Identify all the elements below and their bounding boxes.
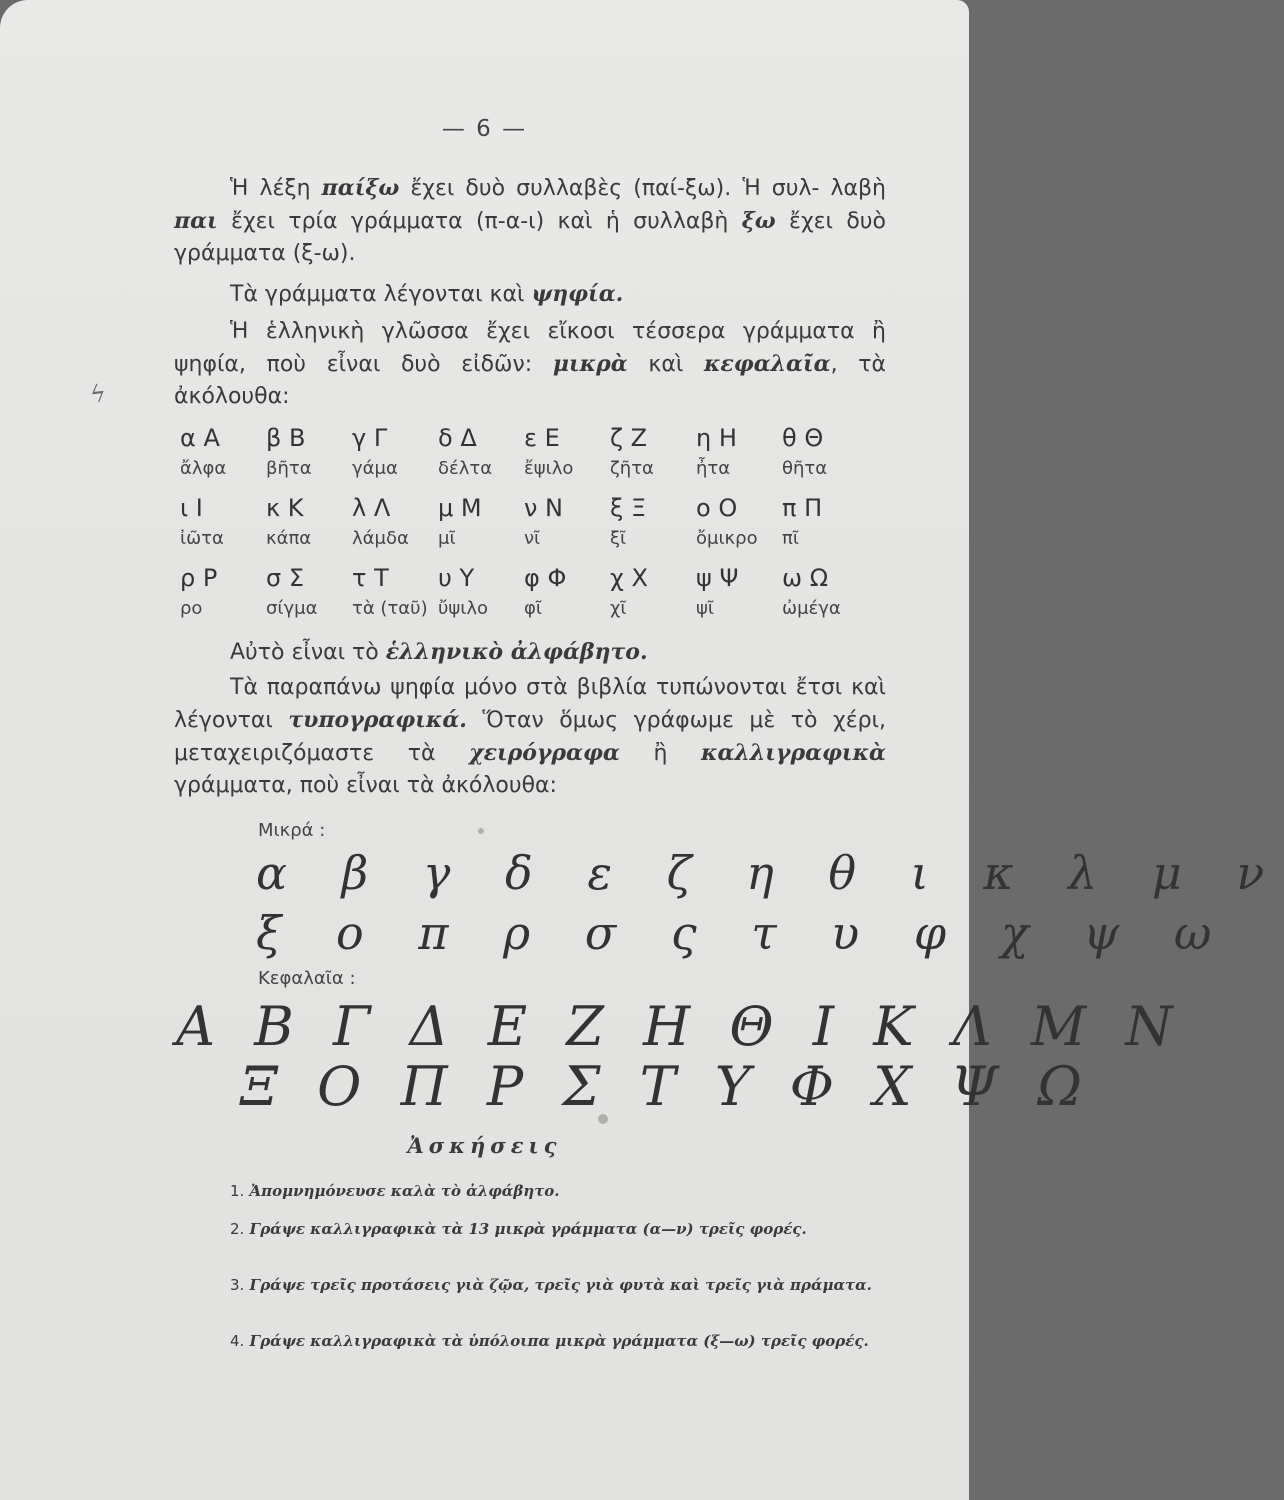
- letter-name: ὔψιλο: [438, 598, 489, 619]
- alphabet-cell: [610, 564, 706, 619]
- letter-name: ζῆτα: [610, 458, 654, 479]
- alphabet-cell: [610, 494, 706, 549]
- letter-name: πῖ: [782, 528, 799, 549]
- exercise-number: 4.: [230, 1332, 245, 1350]
- letter-name: χῖ: [610, 598, 627, 619]
- letter-glyph: δ Δ: [438, 424, 477, 452]
- letter-glyph: κ Κ: [266, 494, 304, 522]
- letter-glyph: ε Ε: [524, 424, 560, 452]
- alphabet-cell: [180, 494, 276, 549]
- letter-name: ὠμέγα: [782, 598, 841, 619]
- alphabet-cell: [352, 424, 448, 479]
- calligraphy-caps-line-1: Α Β Γ Δ Ε Ζ Η Θ Ι Κ Λ Μ Ν: [176, 995, 1184, 1058]
- letter-glyph: η Η: [696, 424, 737, 452]
- text: καὶ: [627, 352, 704, 377]
- text: Ἡ λέξη: [230, 176, 322, 201]
- letter-glyph: τ Τ: [352, 564, 389, 592]
- alphabet-cell: [524, 424, 620, 479]
- alphabet-cell: [266, 424, 362, 479]
- text: , τὰ ἀκόλουθα:: [174, 352, 886, 409]
- exercise-number: 3.: [230, 1276, 245, 1294]
- alphabet-cell: [696, 564, 792, 619]
- calligraphy-small-line-1: α β γ δ ε ζ η θ ι κ λ μ ν: [256, 846, 1284, 900]
- paragraph-greek-alphabet: [230, 636, 890, 669]
- alphabet-cell: [266, 564, 362, 619]
- text: γράμματα, ποὺ εἶναι τὰ ἀκόλουθα:: [174, 773, 557, 798]
- text: Τὰ παραπάνω ψηφία μόνο στὰ βιβλία τυπώνονται ἔτσι καὶ λέγονται: [174, 675, 886, 733]
- exercise-text: Γράψε καλλιγραφικὰ τὰ ὑπόλοιπα μικρὰ γράμματα (ξ—ω) τρεῖς φορές.: [249, 1332, 869, 1350]
- paragraph-letters-digits: [230, 278, 890, 311]
- letter-name: γάμα: [352, 458, 398, 479]
- alphabet-cell: [782, 564, 878, 619]
- exercise-item: [174, 1270, 886, 1300]
- alphabet-cell: [352, 564, 448, 619]
- italic-word: ἑλληνικὸ ἀλφάβητο.: [385, 639, 648, 665]
- letter-name: ψῖ: [696, 598, 714, 619]
- small-letters-label: Μικρά :: [258, 820, 326, 841]
- alphabet-cell: [352, 494, 448, 549]
- text: Ἡ ἑλληνικὴ γλῶσσα ἔχει εἴκοσι τέσσερα γράμματα ἢ ψηφία, ποὺ εἶναι δυὸ εἰδῶν:: [174, 319, 886, 377]
- alphabet-cell: [180, 424, 276, 479]
- letter-name: σίγμα: [266, 598, 318, 619]
- italic-word: τυπογραφικά.: [288, 707, 467, 733]
- letter-glyph: ξ Ξ: [610, 494, 647, 522]
- letter-name: ἦτα: [696, 458, 731, 479]
- alphabet-cell: [524, 564, 620, 619]
- letter-name: λάμδα: [352, 528, 409, 549]
- ink-smudge: [598, 1114, 608, 1124]
- letter-glyph: ω Ω: [782, 564, 829, 592]
- letter-name: φῖ: [524, 598, 542, 619]
- italic-word: χειρόγραφα: [469, 740, 620, 766]
- italic-word: ξω: [741, 208, 776, 234]
- letter-glyph: α Α: [180, 424, 220, 452]
- letter-glyph: ρ Ρ: [180, 564, 218, 592]
- letter-glyph: β Β: [266, 424, 306, 452]
- italic-word: παίξω: [321, 175, 400, 201]
- alphabet-cell: [180, 564, 276, 619]
- alphabet-cell: [782, 494, 878, 549]
- exercise-item: [174, 1326, 886, 1356]
- page-number: — 6 —: [441, 116, 528, 142]
- letter-name: ἄλφα: [180, 458, 227, 479]
- alphabet-cell: [696, 424, 792, 479]
- letter-glyph: φ Φ: [524, 564, 567, 592]
- text: Τὰ γράμματα λέγονται καὶ: [230, 282, 532, 307]
- letter-name: θῆτα: [782, 458, 828, 479]
- exercise-item: [174, 1176, 886, 1206]
- letter-name: δέλτα: [438, 458, 493, 479]
- alphabet-cell: [438, 564, 534, 619]
- letter-name: ἔψιλο: [524, 458, 574, 479]
- letter-name: ξῖ: [610, 528, 627, 549]
- exercises-heading: Ἀσκήσεις: [407, 1133, 562, 1158]
- alphabet-cell: [696, 494, 792, 549]
- alphabet-cell: [524, 494, 620, 549]
- exercise-item: [174, 1214, 886, 1244]
- letter-glyph: λ Λ: [352, 494, 391, 522]
- italic-word: καλλιγραφικὰ: [701, 740, 886, 766]
- text: ἔχει τρία γράμματα (π-α-ι) καὶ ἡ συλλαβὴ: [217, 209, 742, 234]
- letter-name: ἰῶτα: [180, 528, 224, 549]
- exercise-text: Γράψε καλλιγραφικὰ τὰ 13 μικρὰ γράμματα (α—ν) τρεῖς φορές.: [249, 1220, 807, 1238]
- letter-glyph: ψ Ψ: [696, 564, 739, 592]
- calligraphy-caps-line-2: Ξ Ο Π Ρ Σ Τ Υ Φ Χ Ψ Ω: [240, 1055, 1094, 1118]
- text: Ὅταν ὅμως γράφωμε μὲ τὸ χέρι, μεταχειριζόμαστε τὰ: [174, 708, 886, 766]
- alphabet-row-3: [180, 564, 880, 644]
- letter-name: βῆτα: [266, 458, 312, 479]
- letter-name: μῖ: [438, 528, 456, 549]
- alphabet-cell: [610, 424, 706, 479]
- letter-glyph: ι Ι: [180, 494, 203, 522]
- letter-name: νῖ: [524, 528, 541, 549]
- alphabet-row-1: [180, 424, 880, 504]
- alphabet-cell: [782, 424, 878, 479]
- exercise-number: 1.: [230, 1182, 245, 1200]
- letter-name: ὄμικρο: [696, 528, 758, 549]
- handwritten-note: ϟ: [88, 379, 108, 409]
- italic-word: κεφαλαῖα: [703, 351, 831, 377]
- italic-word: ψηφία.: [531, 281, 624, 307]
- letter-glyph: ν Ν: [524, 494, 563, 522]
- letter-glyph: χ Χ: [610, 564, 648, 592]
- exercise-text: Γράψε τρεῖς προτάσεις γιὰ ζῷα, τρεῖς γιὰ φυτὰ καὶ τρεῖς γιὰ πράματα.: [249, 1276, 872, 1294]
- calligraphy-small-line-2: ξ ο π ρ σ ς τ υ φ χ ψ ω: [256, 906, 1232, 960]
- alphabet-cell: [266, 494, 362, 549]
- letter-name: ρο: [180, 598, 203, 619]
- letter-glyph: μ Μ: [438, 494, 482, 522]
- letter-glyph: ζ Ζ: [610, 424, 648, 452]
- paragraph-syllables: [174, 172, 886, 270]
- text: Αὐτὸ εἶναι τὸ: [230, 640, 386, 665]
- letter-glyph: υ Υ: [438, 564, 475, 592]
- text: ἢ: [619, 741, 702, 766]
- alphabet-cell: [438, 424, 534, 479]
- text: ἔχει δυὸ συλλαβὲς (παί-ξω). Ἡ συλ- λαβὴ: [399, 176, 886, 201]
- letter-glyph: ο Ο: [696, 494, 738, 522]
- letter-glyph: θ Θ: [782, 424, 824, 452]
- ink-smudge: [478, 828, 484, 834]
- capital-letters-label: Κεφαλαῖα :: [258, 968, 356, 989]
- italic-word: παι: [174, 208, 218, 234]
- letter-glyph: γ Γ: [352, 424, 388, 452]
- paragraph-greek-language: [174, 316, 886, 413]
- alphabet-row-2: [180, 494, 880, 574]
- letter-glyph: π Π: [782, 494, 823, 522]
- italic-word: μικρὰ: [552, 351, 628, 377]
- alphabet-cell: [438, 494, 534, 549]
- text: ἔχει δυὸ γράμματα (ξ-ω).: [174, 209, 886, 266]
- letter-name: τὰ (ταῦ): [352, 598, 428, 619]
- exercise-text: Ἀπομνημόνευσε καλὰ τὸ ἀλφάβητο.: [249, 1182, 560, 1200]
- letter-name: κάπα: [266, 528, 312, 549]
- exercise-number: 2.: [230, 1220, 245, 1238]
- letter-glyph: σ Σ: [266, 564, 305, 592]
- paragraph-typographic: [174, 672, 886, 802]
